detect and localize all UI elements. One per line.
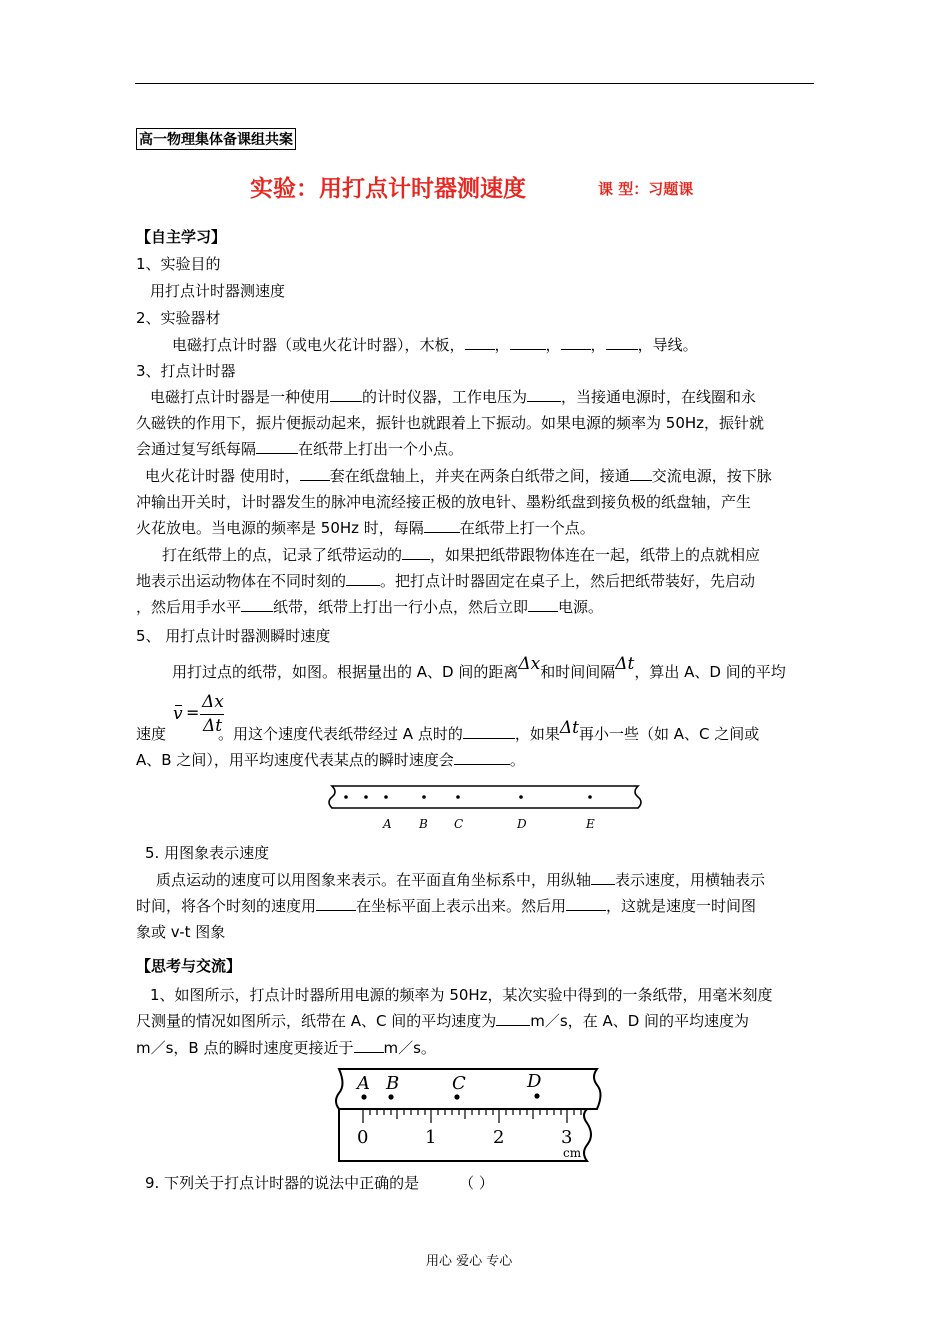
paragraph-line: 会通过复写纸每隔 在纸带上打出一个小点。 xyxy=(136,440,464,458)
tape-dot xyxy=(361,1094,366,1099)
paragraph-line: A、B 之间），用平均速度代表某点的瞬时速度会 。 xyxy=(136,751,525,769)
paragraph-line: 打在纸带上的点，记录了纸带运动的 ，如果把纸带跟物体连在一起，纸带上的点就相应 xyxy=(162,546,761,564)
group-label: 高一物理集体备课组共案 xyxy=(136,128,296,150)
paragraph-line: 电磁打点计时器是一种使用 的计时仪器，工作电压为 ，当接通电源时，在线圈和永 xyxy=(150,388,757,406)
tape2-label-b: B xyxy=(386,1073,400,1094)
tape-label-e: E xyxy=(586,817,595,831)
fill-blank xyxy=(465,335,495,350)
paragraph-line: 地表示出运动物体在不同时刻的 。把打点计时器固定在桌子上，然后把纸带装好，先启动 xyxy=(136,572,756,590)
tape-dot xyxy=(534,1093,539,1098)
tape-dot xyxy=(588,795,592,799)
paragraph-line: 质点运动的速度可以用图象来表示。在平面直角坐标系中，用纵轴 表示速度，用横轴表示 xyxy=(156,871,766,889)
question-1-line: 1、如图所示，打点计时器所用电源的频率为 50Hz，某次实验中得到的一条纸带，用毫米刻度 xyxy=(150,986,773,1004)
tape-dot xyxy=(364,795,368,799)
section-heading-discussion: 【思考与交流】 xyxy=(136,957,242,975)
fill-blank xyxy=(510,335,546,350)
item6-title: 5. 用图象表示速度 xyxy=(145,844,270,862)
tape-with-ruler-figure xyxy=(325,1065,615,1165)
ruler-unit: cm xyxy=(563,1146,582,1160)
tape-label-c: C xyxy=(454,817,464,831)
fill-blank xyxy=(561,335,591,350)
ruler-label-1: 1 xyxy=(425,1127,437,1148)
item1-title: 1、实验目的 xyxy=(136,255,221,273)
tape-dot xyxy=(384,795,388,799)
ruler-ticks xyxy=(363,1109,581,1123)
paragraph-line: 久磁铁的作用下，振片便振动起来，振针也就跟着上下振动。如果电源的频率为 50Hz，振针就 xyxy=(136,414,765,432)
average-velocity-formula: Δx Δt v = xyxy=(173,692,224,736)
paper-tape-figure-1 xyxy=(320,780,660,836)
tape-label-a: A xyxy=(383,817,392,831)
paragraph-line: 电火花计时器 使用时， 套在纸盘轴上，并夹在两条白纸带之间，接通 交流电源，按下脉 xyxy=(145,467,772,485)
tape-dot xyxy=(519,795,523,799)
tape2-label-c: C xyxy=(452,1073,466,1094)
paragraph-line: ，然后用手水平 纸带，纸带上打出一行小点，然后立即 电源。 xyxy=(136,598,604,616)
page-title: 实验：用打点计时器测速度 xyxy=(250,176,526,202)
tape-dot xyxy=(344,795,348,799)
tape2-label-d: D xyxy=(527,1071,542,1092)
tape2-label-a: A xyxy=(357,1073,370,1094)
tape-dot xyxy=(454,1094,459,1099)
paragraph-line: 冲输出开关时，计时器发生的脉冲电流经接正极的放电针、墨粉纸盘到接负极的纸盘轴，产生 xyxy=(136,493,752,511)
tape-label-d: D xyxy=(517,817,527,831)
tape-dot xyxy=(388,1094,393,1099)
ruler-label-3: 3 xyxy=(561,1127,573,1148)
header-rule xyxy=(135,83,814,84)
item2-title: 2、实验器材 xyxy=(136,309,221,327)
paragraph-line: 用打过点的纸带，如图。根据量出的 A、D 间的距离Δx和时间间隔Δt，算出 A、D 间的平均 xyxy=(172,654,786,681)
page-footer: 用心 爱心 专心 xyxy=(426,1254,513,1269)
paragraph-line: 象或 v-t 图象 xyxy=(136,923,226,941)
ruler-label-2: 2 xyxy=(493,1127,505,1148)
ruler-label-0: 0 xyxy=(357,1127,369,1148)
tape-dot xyxy=(456,795,460,799)
paragraph-line: 时间，将各个时刻的速度用 在坐标平面上表示出来。然后用 ，这就是速度一时间图 xyxy=(136,897,757,915)
item1-text: 用打点计时器测速度 xyxy=(150,282,286,300)
question-1-line: m／s，B 点的瞬时速度更接近于 m／s。 xyxy=(136,1039,436,1057)
course-type: 课 型：习题课 xyxy=(598,180,694,198)
item5-title: 5、 用打点计时器测瞬时速度 xyxy=(136,627,331,645)
tape-dot xyxy=(422,795,426,799)
paragraph-line: 火花放电。当电源的频率是 50Hz 时，每隔 在纸带上打一个点。 xyxy=(136,519,595,537)
paragraph-line: 速度 。用这个速度代表纸带经过 A 点时的 ，如果Δt再小一些（如 A、C 之间或 xyxy=(136,718,760,743)
item3-title: 3、打点计时器 xyxy=(136,362,236,380)
question-9: 9. 下列关于打点计时器的说法中正确的是 （ ） xyxy=(145,1174,494,1192)
question-1-line: 尺测量的情况如图所示，纸带在 A、C 间的平均速度为 m／s，在 A、D 间的平均速度为 xyxy=(136,1012,750,1030)
fill-blank xyxy=(606,335,638,350)
tape-label-b: B xyxy=(419,817,428,831)
section-heading-self-study: 【自主学习】 xyxy=(136,228,227,246)
item2-text: 电磁打点计时器（或电火花计时器），木板， ， ， ， ，导线。 xyxy=(172,336,698,354)
